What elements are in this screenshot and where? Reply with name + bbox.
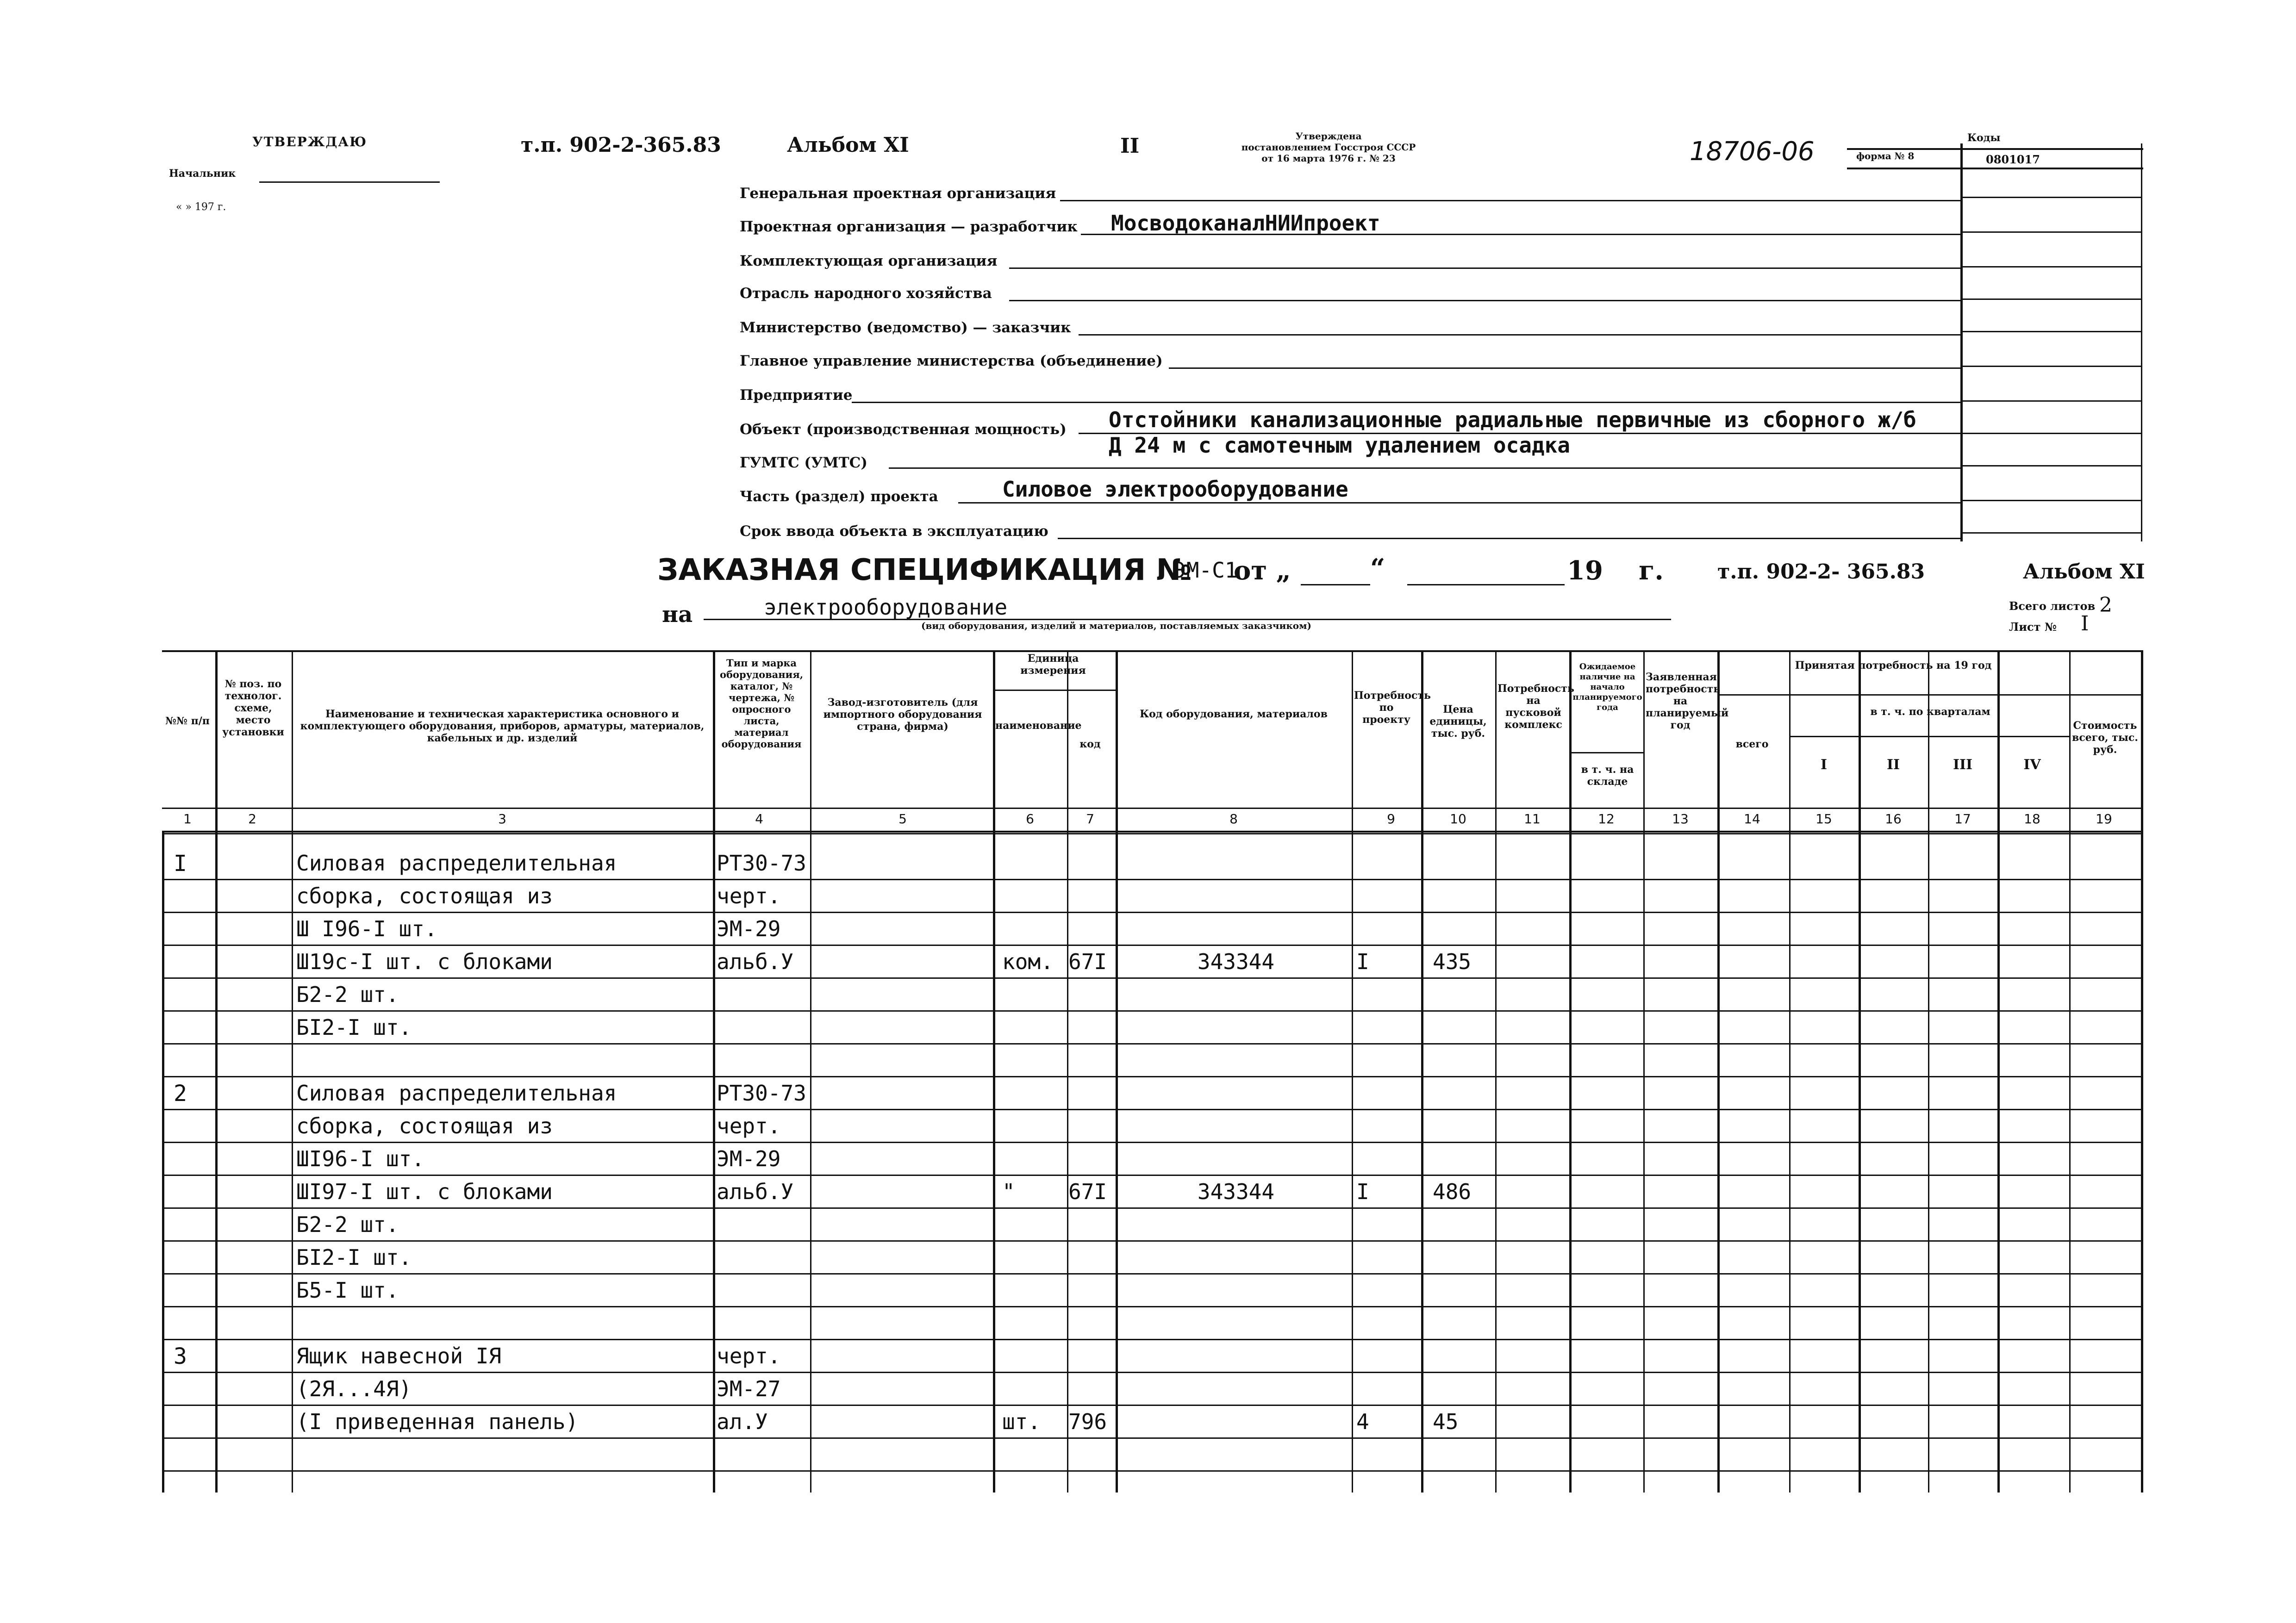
col-header-9: Потребность по проекту xyxy=(1354,690,1431,726)
field-label-ministry: Министерство (ведомство) — заказчик xyxy=(740,319,1071,336)
cell-type: ЭМ-27 xyxy=(717,1376,781,1401)
cell-quantity: I xyxy=(1356,1179,1369,1204)
approved-by-line-2: постановлением Госстроя СССР xyxy=(1241,142,1416,153)
col-header-unit-group: Единица измерения xyxy=(1020,653,1086,677)
cell-type: ЭМ-29 xyxy=(717,1146,781,1171)
cell-type: черт. xyxy=(717,1343,781,1368)
table-row xyxy=(0,1274,2296,1307)
col-header-15: I xyxy=(1820,757,1828,773)
header-album: Альбом XI xyxy=(787,133,909,157)
col-header-6: наименование xyxy=(995,720,1082,732)
table-row xyxy=(0,1011,2296,1044)
field-value-part: Силовое электрооборудование xyxy=(1002,477,1348,502)
col-header-11: Потребность на пусковой комплекс xyxy=(1497,683,1574,731)
cell-type: ал.У xyxy=(717,1409,768,1434)
approved-by-line-1: Утверждена xyxy=(1295,131,1362,142)
col-header-12-bottom: в т. ч. на складе xyxy=(1581,764,1634,788)
table-row xyxy=(0,1208,2296,1241)
cell-unit-code: 796 xyxy=(1068,1409,1107,1434)
accepted-group-divider xyxy=(1720,694,2141,696)
col-number-3: 3 xyxy=(498,811,506,827)
field-label-enterprise: Предприятие xyxy=(740,387,853,404)
col-number-2: 2 xyxy=(248,811,256,827)
col-header-14: всего xyxy=(1735,738,1769,750)
col-number-13: 13 xyxy=(1672,811,1689,827)
col-number-8: 8 xyxy=(1229,811,1238,827)
cell-name: сборка, состоящая из xyxy=(296,883,553,908)
col-number-10: 10 xyxy=(1450,811,1466,827)
field-label-complete-org: Комплектующая организация xyxy=(740,253,998,269)
table-row xyxy=(0,1373,2296,1405)
col-number-4: 4 xyxy=(755,811,763,827)
cell-number: I xyxy=(174,851,187,877)
cell-type: альб.У xyxy=(717,949,794,974)
cell-number: 3 xyxy=(174,1343,187,1369)
spec-album: Альбом XI xyxy=(2023,560,2145,584)
col-number-15: 15 xyxy=(1816,811,1832,827)
table-top-border xyxy=(162,650,2143,652)
cell-quantity: 4 xyxy=(1356,1409,1369,1434)
spec-subject: электрооборудование xyxy=(764,595,1008,620)
cell-unit-code: 67I xyxy=(1068,1179,1107,1204)
field-value-design-org: МосводоканалНИИпроект xyxy=(1111,211,1380,236)
table-row xyxy=(0,1405,2296,1438)
field-value-gumts: Д 24 м с самотечным удалением осадка xyxy=(1109,433,1570,458)
kody-label: Коды xyxy=(1967,132,2001,144)
field-value-object: Отстойники канализационные радиальные первичные из сборного ж/б xyxy=(1109,407,1916,432)
field-label-gumts: ГУМТС (УМТС) xyxy=(740,454,867,471)
cell-name: Ш19с-I шт. с блоками xyxy=(296,949,553,974)
sheets-total: 2 xyxy=(2099,593,2112,617)
col-header-17: III xyxy=(1953,757,1973,773)
spec-ot: от „ xyxy=(1234,555,1291,586)
col-number-1: 1 xyxy=(183,811,192,827)
col-number-7: 7 xyxy=(1086,811,1094,827)
cell-name: Ш I96-I шт. xyxy=(296,916,437,941)
table-row xyxy=(0,1340,2296,1373)
spec-quote: “ xyxy=(1370,553,1385,584)
cell-price: 45 xyxy=(1433,1409,1459,1434)
col-number-bottom-line xyxy=(162,831,2143,833)
approved-by-line-3: от 16 марта 1976 г. № 23 xyxy=(1261,153,1396,164)
cell-name: Б5-I шт. xyxy=(296,1278,399,1303)
col-header-18: IV xyxy=(2023,757,2041,773)
field-label-design-org: Проектная организация — разработчик xyxy=(740,218,1078,235)
sheets-total-label: Всего листов xyxy=(2009,599,2096,613)
col-12-divider xyxy=(1569,752,1643,753)
table-row xyxy=(0,880,2296,913)
body-top-line xyxy=(162,833,2143,834)
sheet-no: I xyxy=(2081,612,2089,635)
table-row xyxy=(0,945,2296,978)
col-header-19: Стоимость всего, тыс. руб. xyxy=(2072,720,2138,756)
approval-head-label: Начальник xyxy=(169,168,236,180)
unit-group-divider xyxy=(993,690,1116,691)
kod-value: 0801017 xyxy=(1986,153,2040,166)
spec-subject-caption: (вид оборудования, изделий и материалов, поставляемых заказчиком) xyxy=(921,620,1311,631)
quarter-group-divider xyxy=(1789,736,2069,737)
row-line-18 xyxy=(162,1470,2143,1472)
col-header-16: II xyxy=(1886,757,1900,773)
col-header-13: Заявленная потребность на планируемый год xyxy=(1646,671,1729,731)
cell-unit: ком. xyxy=(1002,949,1054,974)
cell-number: 2 xyxy=(174,1081,187,1107)
spec-title: ЗАКАЗНАЯ СПЕЦИФИКАЦИЯ № xyxy=(657,553,1192,587)
col-header-4: Тип и марка оборудования, каталог, № чертежа, № опросного листа, материал оборудования xyxy=(719,657,804,750)
cell-name: Б2-2 шт. xyxy=(296,1212,399,1237)
cell-name: ШI97-I шт. с блоками xyxy=(296,1179,553,1204)
cell-equipment-code: 343344 xyxy=(1197,949,1275,974)
header-tp-number: т.п. 902-2-365.83 xyxy=(521,133,721,157)
col-number-12: 12 xyxy=(1598,811,1615,827)
cell-name: сборка, состоящая из xyxy=(296,1113,553,1138)
col-header-3: Наименование и техническая характеристика основного и комплектующего оборудования, приборов, арматуры, материалов, кабельных и др. изделий xyxy=(300,708,705,744)
cell-type: ЭМ-29 xyxy=(717,916,781,941)
col-header-8: Код оборудования, материалов xyxy=(1140,708,1328,720)
col-header-quarter-group: в т. ч. по кварталам xyxy=(1870,706,1990,718)
col-number-5: 5 xyxy=(898,811,907,827)
col-number-16: 16 xyxy=(1885,811,1902,827)
spec-na: на xyxy=(662,602,693,628)
table-row xyxy=(0,913,2296,945)
field-label-part: Часть (раздел) проекта xyxy=(740,488,938,505)
col-number-9: 9 xyxy=(1387,811,1395,827)
cell-price: 435 xyxy=(1433,949,1472,974)
table-row xyxy=(0,1307,2296,1340)
forma-label: форма № 8 xyxy=(1856,150,1915,162)
spec-tp-number: т.п. 902-2- 365.83 xyxy=(1717,560,1925,584)
field-label-object: Объект (производственная мощность) xyxy=(740,421,1067,438)
col-header-10: Цена единицы, тыс. руб. xyxy=(1429,703,1487,740)
cell-type: альб.У xyxy=(717,1179,794,1204)
approval-date: « » 197 г. xyxy=(176,201,226,213)
table-row xyxy=(0,1143,2296,1175)
cell-equipment-code: 343344 xyxy=(1197,1179,1275,1204)
table-row xyxy=(0,1110,2296,1143)
cell-name: Силовая распределительная xyxy=(296,851,617,876)
col-number-18: 18 xyxy=(2024,811,2040,827)
cell-name: Ящик навесной IЯ xyxy=(296,1343,502,1368)
cell-unit-code: 67I xyxy=(1068,949,1107,974)
table-row xyxy=(0,1175,2296,1208)
table-row xyxy=(0,1077,2296,1110)
cell-name: ШI96-I шт. xyxy=(296,1146,424,1171)
table-row xyxy=(0,978,2296,1011)
col-header-accepted-group: Принятая потребность на 19 год xyxy=(1795,659,1992,672)
cell-type: черт. xyxy=(717,883,781,908)
cell-name: Б2-2 шт. xyxy=(296,982,399,1007)
col-number-19: 19 xyxy=(2096,811,2112,827)
table-row xyxy=(0,1044,2296,1077)
cell-quantity: I xyxy=(1356,949,1369,974)
col-header-7: код xyxy=(1079,738,1101,750)
approval-title: УТВЕРЖДАЮ xyxy=(252,134,368,149)
doc-number: 18706-06 xyxy=(1690,137,1815,167)
col-number-11: 11 xyxy=(1524,811,1541,827)
cell-type: черт. xyxy=(717,1113,781,1138)
col-number-6: 6 xyxy=(1026,811,1034,827)
cell-price: 486 xyxy=(1433,1179,1472,1204)
cell-type: РТ30-73 xyxy=(717,1081,806,1106)
field-label-main-dept: Главное управление министерства (объединение) xyxy=(740,353,1163,369)
spec-g: г. xyxy=(1639,555,1664,586)
spec-number: ЭМ-С1 xyxy=(1173,558,1238,583)
header-bottom-line xyxy=(162,808,2143,809)
cell-name: (2Я...4Я) xyxy=(296,1376,412,1401)
cell-unit: шт. xyxy=(1002,1409,1041,1434)
col-number-17: 17 xyxy=(1954,811,1971,827)
cell-name: (I приведенная панель) xyxy=(296,1409,579,1434)
field-label-general-org: Генеральная проектная организация xyxy=(740,185,1056,202)
header-roman: II xyxy=(1120,134,1140,158)
cell-unit: " xyxy=(1002,1179,1015,1204)
cell-name: БI2-I шт. xyxy=(296,1245,412,1270)
table-row xyxy=(0,1241,2296,1274)
sheet-no-label: Лист № xyxy=(2009,620,2057,634)
cell-name: БI2-I шт. xyxy=(296,1015,412,1040)
cell-name: Силовая распределительная xyxy=(296,1081,617,1106)
cell-type: РТ30-73 xyxy=(717,851,806,876)
col-header-12-top: Ожидаемое наличие на начало планируемого года xyxy=(1572,662,1642,712)
col-header-5: Завод-изготовитель (для импортного оборудования страна, фирма) xyxy=(823,696,982,733)
field-label-branch: Отрасль народного хозяйства xyxy=(740,285,992,302)
field-label-deadline: Срок ввода объекта в эксплуатацию xyxy=(740,523,1048,540)
table-row xyxy=(0,847,2296,880)
col-header-1: №№ п/п xyxy=(165,715,210,727)
spec-year: 19 xyxy=(1567,555,1603,586)
col-header-2: № поз. по технолог. схеме, место установки xyxy=(222,678,284,738)
col-number-14: 14 xyxy=(1744,811,1760,827)
